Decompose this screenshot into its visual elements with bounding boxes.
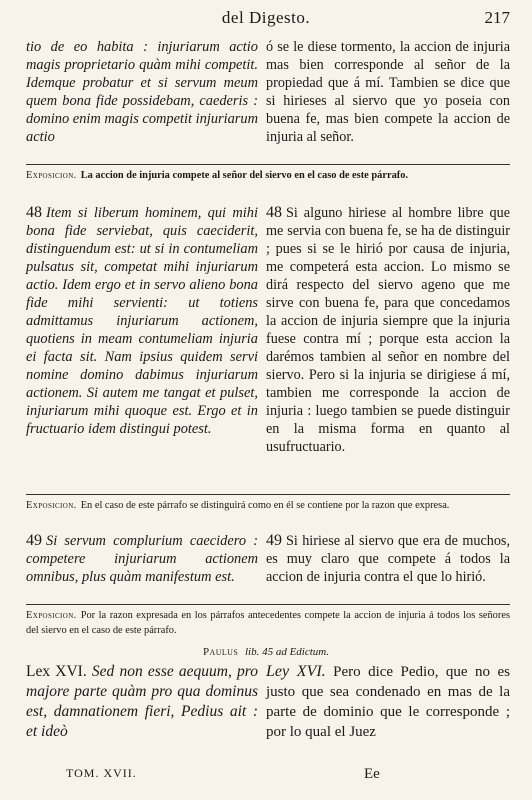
- note-text: En el caso de este párrafo se distinguirá como en él se contiene por la razon que expresa.: [80, 500, 450, 511]
- lex-label: Lex XVI.: [26, 663, 87, 680]
- section-48: [26, 204, 510, 456]
- author-name: Paulus: [203, 646, 239, 658]
- note-label: Exposicion.: [26, 610, 77, 621]
- page-footer: [66, 766, 486, 786]
- note-text: Por la razon expresada en los párrafos antecedentes compete la accion de injuria á todos los señores del siervo en el caso de este párrafo.: [26, 610, 510, 636]
- lex-16: [26, 662, 510, 742]
- note-label: Exposicion.: [26, 500, 77, 511]
- paragraph-number: 48: [26, 204, 42, 221]
- exposicion-note-47: [26, 164, 510, 183]
- exposicion-note-49: [26, 604, 510, 638]
- exposicion-note-48: [26, 494, 510, 513]
- paragraph-number: 48: [266, 204, 282, 221]
- latin-text: Lex XVI. Sed non esse aequum, pro majore parte quàm pro qua dominus est, damnationem fieri, Pedius ait : et ideò: [26, 663, 259, 740]
- source-attribution: [0, 646, 532, 658]
- volume-signature: TOM. XVII.: [66, 766, 137, 780]
- section-49: [26, 532, 510, 586]
- latin-text: tio de eo habita : injuriarum actio magis proprietario quàm mihi competit. Idemque probatur et si servum meum quem bona fide possidebam, caederis : domino enim magis competit injuriarum actio: [26, 39, 258, 145]
- paragraph-number: 49: [26, 532, 42, 549]
- page-number: 217: [484, 8, 510, 27]
- section-47: [26, 38, 510, 146]
- running-head: [0, 8, 532, 30]
- note-text: La accion de injuria compete al señor del siervo en el caso de este párrafo.: [80, 170, 409, 181]
- spanish-text: 49 Si hiriese al siervo que era de muchos, es muy claro que compete á todos la accion de injuria contra el que lo hirió.: [266, 532, 510, 585]
- note-label: Exposicion.: [26, 170, 77, 181]
- spanish-text: Ley XVI. Pero dice Pedio, que no es justo que sea condenado en mas de la parte de dominio que le corresponde ; por lo qual el Juez: [266, 663, 510, 740]
- catchword: Ee: [364, 766, 380, 782]
- source-reference: lib. 45 ad Edictum.: [244, 646, 329, 658]
- running-title: del Digesto.: [221, 8, 311, 27]
- spanish-text: ó se le diese tormento, la accion de injuria mas bien corresponde al señor de la propiedad que á mí. Tambien se dice que si hirieses al siervo que yo poseia con buena fe, mas bien compete la accion de injuria al señor.: [266, 39, 510, 145]
- spanish-text: 48 Si alguno hiriese al hombre libre que me servia con buena fe, se ha de distinguir ; pues si se le hirió por causa de injuria, me competerá esta accion. Lo mismo se dirá respecto del siervo ageno que me sirve con buena fe, para que concedamos la accion de injuria siempre que la injuria fuese contra mí ; porque esta accion la darémos tambien al señor en nombre del siervo. Pero si la injuria se dirigiese á mí, tambien me corresponde la accion de injuria : luego tambien se puede distinguir en la misma forma en quanto al usufructuario.: [266, 204, 510, 455]
- paragraph-number: 49: [266, 532, 282, 549]
- latin-text: 48 Item si liberum hominem, qui mihi bona fide serviebat, quis caeciderit, distinguendum est: ut si in contumeliam pulsatus sit, competat mihi injuriarum actio. Idem ergo et in servo alieno bona fide mihi servienti: ut totiens admittamus injuriarum actionem, quotiens in meam contumeliam injuria ei facta sit. Nam ipsius quidem servi nomine domino dabimus injuriarum actionem. Si autem me tangat et pulset, injuriarum mihi quoque est. Ergo et in fructuario idem distingui potest.: [26, 204, 258, 437]
- latin-text: 49 Si servum complurium caecidero : competere injuriarum actionem omnibus, plus quàm manifestum est.: [26, 532, 258, 585]
- ley-label: Ley XVI.: [266, 663, 326, 680]
